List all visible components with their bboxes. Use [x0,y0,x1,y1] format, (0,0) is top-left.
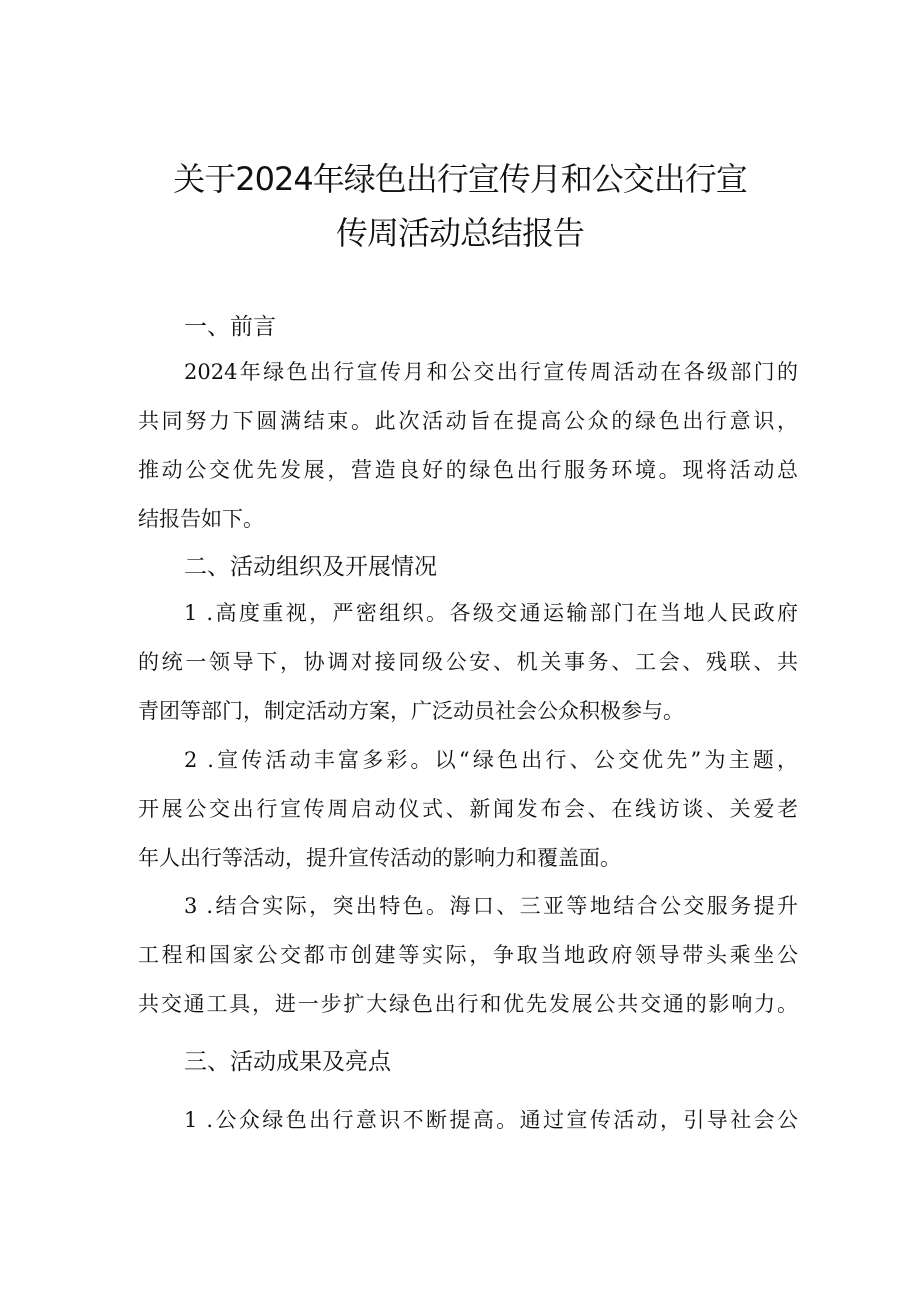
paragraph-line: 推动公交优先发展，营造良好的绿色出行服务环境。现将活动总 [138,458,798,482]
organization-item-1 [138,589,798,736]
paragraph-line: 2 .宣传活动丰富多彩。以“绿色出行、公交优先”为主题， [184,748,798,772]
paragraph-line: 结报告如下。 [138,507,264,531]
paragraph-line: 共同努力下圆满结束。此次活动旨在提高公众的绿色出行意识， [138,409,798,433]
paragraph-line: 3 .结合实际，突出特色。海口、三亚等地结合公交服务提升 [184,894,798,918]
paragraph-line: 青团等部门，制定活动方案，广泛动员社会公众积极参与。 [138,699,684,723]
document-title [130,152,790,260]
results-item-1 [138,1096,798,1145]
section-heading-organization: 二、活动组织及开展情况 [184,554,437,580]
paragraph-line: 2024年绿色出行宣传月和公交出行宣传周活动在各级部门的 [184,360,798,384]
paragraph-line: 工程和国家公交都市创建等实际，争取当地政府领导带头乘坐公 [138,943,798,967]
paragraph-line: 开展公交出行宣传周启动仪式、新闻发布会、在线访谈、关爱老 [138,797,798,821]
section-heading-preface: 一、前言 [184,314,276,340]
paragraph-line: 年人出行等活动，提升宣传活动的影响力和覆盖面。 [138,846,621,870]
title-line-1: 关于2024年绿色出行宣传月和公交出行宣 [173,160,747,198]
section-heading-results: 三、活动成果及亮点 [184,1049,391,1075]
paragraph-line: 共交通工具，进一步扩大绿色出行和优先发展公共交通的影响力。 [138,992,798,1016]
paragraph-line: 的统一领导下，协调对接同级公安、机关事务、工会、残联、共 [138,650,798,674]
paragraph-line: 1 .公众绿色出行意识不断提高。通过宣传活动，引导社会公 [184,1108,798,1132]
organization-item-3 [138,882,798,1029]
title-line-2: 传周活动总结报告 [335,214,584,252]
organization-item-2 [138,736,798,883]
preface-paragraph [138,348,798,544]
paragraph-line: 1 .高度重视，严密组织。各级交通运输部门在当地人民政府 [184,601,798,625]
